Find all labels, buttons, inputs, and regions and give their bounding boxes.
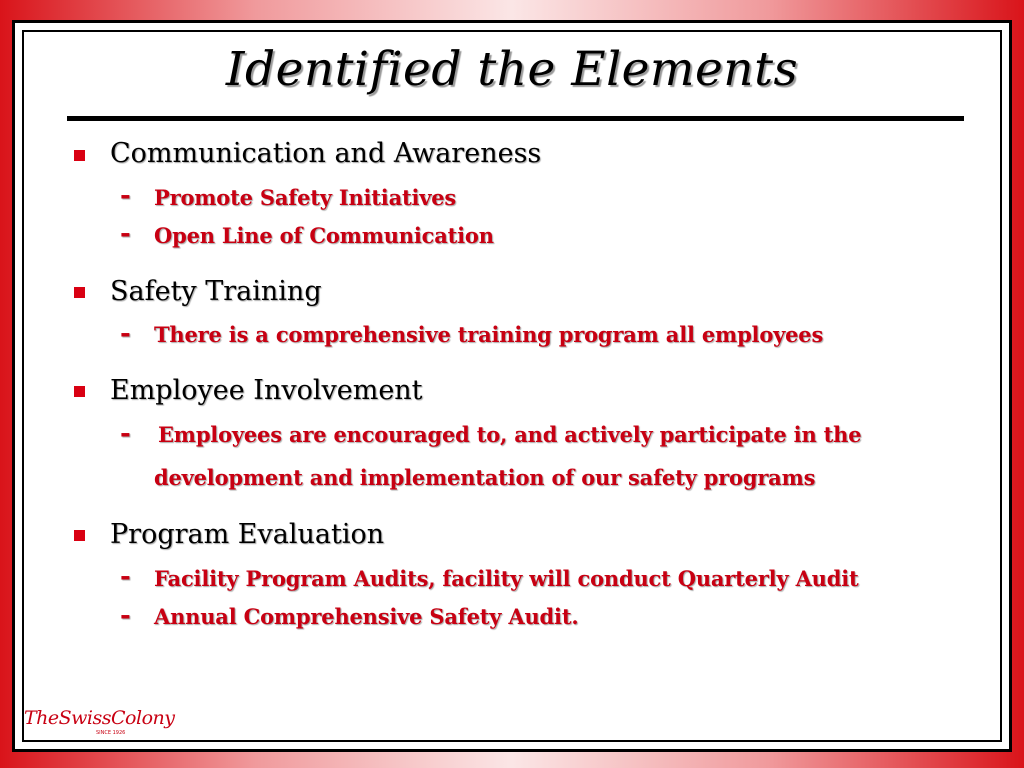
bullet-square-icon xyxy=(74,530,85,541)
section-heading: Employee Involvement xyxy=(110,375,423,406)
sub-item-dash: - xyxy=(120,562,131,592)
sub-item-dash: - xyxy=(120,219,131,249)
sub-item: Annual Comprehensive Safety Audit. xyxy=(154,604,579,629)
sub-item-dash: - xyxy=(120,419,131,449)
sub-item: Open Line of Communication xyxy=(154,223,494,248)
company-logo-tagline: SINCE 1926 xyxy=(96,730,126,736)
section-heading: Safety Training xyxy=(110,276,322,307)
section-heading: Communication and Awareness xyxy=(110,138,542,169)
sub-item: Facility Program Audits, facility will conduct Quarterly Audit xyxy=(154,566,859,591)
sub-item-dash: - xyxy=(120,181,131,211)
sub-item-continuation: development and implementation of our safety programs xyxy=(154,465,816,490)
company-logo: TheSwissColony xyxy=(24,707,175,729)
bullet-square-icon xyxy=(74,287,85,298)
bullet-square-icon xyxy=(74,150,85,161)
bullet-square-icon xyxy=(74,386,85,397)
section-heading: Program Evaluation xyxy=(110,519,385,550)
sub-item-dash: - xyxy=(120,601,131,631)
sub-item: Employees are encouraged to, and actively participate in the xyxy=(158,422,862,447)
sub-item-dash: - xyxy=(120,319,131,349)
sub-item: Promote Safety Initiatives xyxy=(154,185,457,210)
slide-title: Identified the Elements xyxy=(225,42,799,97)
sub-item: There is a comprehensive training program all employees xyxy=(154,322,824,347)
